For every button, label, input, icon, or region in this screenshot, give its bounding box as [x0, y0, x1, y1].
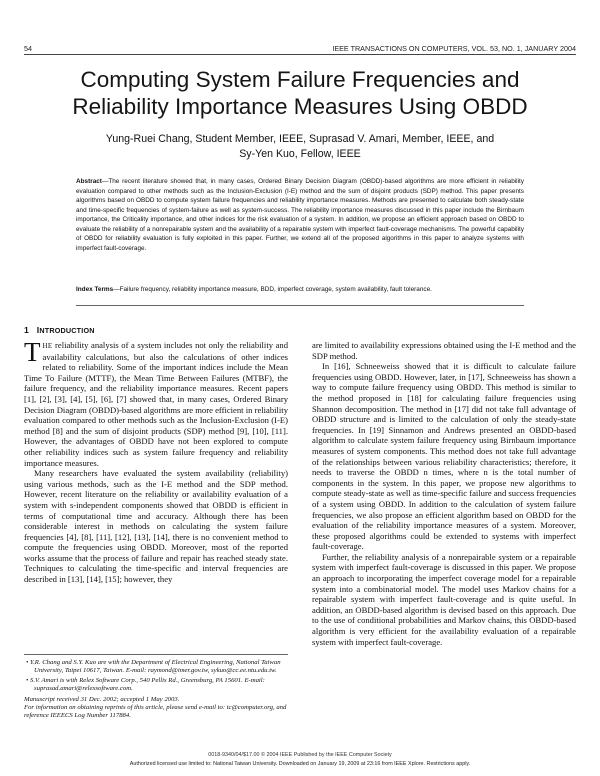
footnote-rule: [24, 654, 288, 655]
index-terms-text: —Failure frequency, reliability importance measure, BDD, imperfect coverage, system availability, fault tolerance.: [113, 286, 432, 293]
index-terms-label: Index Terms: [76, 286, 114, 293]
title-line-1: Computing System Failure Frequencies and: [80, 67, 520, 92]
section-title-rest: NTRODUCTION: [39, 326, 95, 335]
footnote-item: • Y.R. Chang and S.Y. Kuo are with the Department of Electrical Engineering, National Taiwan University, Taipei 10617, Taiwan. E-mail: raymond@imer.gov.tw, sykuo@cc.ee.ntu.edu.tw.: [26, 659, 281, 675]
author-line-1: Yung-Ruei Chang, Student Member, IEEE, Suprasad V. Amari, Member, IEEE, and: [105, 133, 495, 145]
paragraph: Further, the reliability analysis of a nonrepairable system or a repairable system with imperfect fault-coverage is discussed in this paper. We propose an approach to incorporating the imperfect coverage model for a repairable system into a combinatorial model. The model uses Markov chains for a repairable system with imperfect fault-coverage and is quite useful. In addition, an OBDD-based algorithm is devised based on this approach. Due to the use of conditional probabilities and Markov chains, this OBDD-based algorithm is very efficient for the availability evaluation of a repairable system with imperfect fault-coverage.: [312, 551, 576, 647]
footnote-item: • S.V. Amari is with Relex Software Corp., 540 Pellis Rd., Greensburg, PA 15601. E-mail: suprasad.amari@relexsoftware.com.: [26, 676, 265, 693]
header-rule: [24, 54, 576, 55]
drop-cap-smallcaps: HE: [42, 342, 53, 350]
reprints-info: For information on obtaining reprints of this article, please send e-mail to: tc@computer.org, and reference IEEECS Log Number 117884.: [24, 704, 287, 720]
abstract-text: —The recent literature showed that, in many cases, Ordered Binary Decision Diagram (OBDD)-based algorithms are more efficient in reliability evaluation compared to other methods such as the Inclusion-Exclusion (I-E) method and the sum of disjoint products (SDP) method. This paper presents algorithms based on OBDD to compute system failure frequencies and reliability importance measures. Methods are presented to calculate both steady-state and time-specific frequencies of system-failure as well as system-success. The reliability importance measures discussed in this paper include the Birnbaum importance, the Criticality importance, and other indices for the risk evaluation of a system. In addition, we propose an efficient approach based on OBDD to evaluate the reliability of a nonrepairable system and the availability of a repairable system with imperfect fault-coverage mechanisms. The powerful capability of OBDD for reliability evaluation is fully exploited in this paper. Further, we extend all of the proposed algorithms in this paper to analyze systems with imperfect fault-coverage.: [76, 178, 524, 252]
index-terms: [76, 285, 524, 295]
section-title-initial: I: [36, 325, 40, 335]
paragraph: are limited to availability expressions obtained using the I-E method and the SDP method.: [312, 340, 576, 361]
page-number: 54: [24, 44, 32, 53]
section-number: 1: [24, 325, 29, 335]
paragraph: Many researchers have evaluated the system availability (reliability) using various methods, such as the I-E method and the SDP method. However, recent literature on the reliability or availability evaluation of a system with s-independent components showed that OBDD is efficient in terms of computational time and accuracy. Although there has been considerable interest in methods on calculating the system failure frequencies [4], [8], [11], [12], [13], [14], there is no convenient method to compute the frequencies using OBDD. Moreover, most of the reported works assume that the process of failure and repair has reached steady state. Techniques to calculating the time-specific and interval frequencies are described in [13], [14], [15]; however, they: [24, 468, 288, 585]
section-heading: [24, 325, 95, 335]
license-footer: Authorized licensed use limited to: National Taiwan University. Downloaded on January 19, 2009 at 23:16 from IEEE Xplore. Restrictions apply.: [129, 761, 471, 767]
author-line-2: Sy-Yen Kuo, Fellow, IEEE: [239, 148, 361, 160]
bullet-icon: •: [26, 659, 31, 666]
footnotes: [24, 659, 288, 721]
abstract-label: Abstract: [76, 178, 102, 185]
title-line-2: Reliability Importance Measures Using OBDD: [72, 94, 528, 119]
abstract-rule: [76, 305, 524, 306]
running-header: IEEE TRANSACTIONS ON COMPUTERS, VOL. 53, NO. 1, JANUARY 2004: [332, 44, 576, 53]
manuscript-received: Manuscript received 31 Dec. 2002; accepted 1 May 2003.: [24, 695, 180, 703]
body-left-column: [24, 337, 288, 585]
bullet-icon: •: [26, 676, 31, 684]
paragraph: In [16], Schneeweiss showed that it is difficult to calculate failure frequencies using OBDD. However, later, in [17], Schneeweiss has shown a way to compute failure frequency using OBDD. This method is similar to the method proposed in [18] for calculating failure frequencies using Shannon decomposition. The method in [17] did not take full advantage of OBDD structure and is limited to the calculation of only the steady-state frequencies. In [19] Sinnamon and Andrews presented an OBDD-based algorithm to calculate system failure frequency using Birnbaum importance measures of system components. This method does not take full advantage of the relationships between various reliability characteristics; therefore, it needs to traverse the OBDD n times, where n is the total number of components in the system. In this paper, we propose new algorithms to compute steady-state as well as time-specific failure and success frequencies of a system using OBDD. In addition to the calculation of system failure frequencies, we also propose an efficient algorithm based on OBDD for the evaluation of the reliability importance measures of a system. Moreover, these proposed algorithms could be extended to systems with imperfect fault-coverage.: [312, 361, 576, 552]
abstract: [76, 177, 524, 253]
body-right-column: [312, 340, 576, 647]
paragraph: [24, 337, 288, 468]
author-list: [24, 132, 576, 162]
paragraph-text: reliability analysis of a system includes not only the reliability and availability calculations, but also the calculations of other indices related to reliability. Some of the important indices include the Mean Time To Failure (MTTF), the Mean Time Between Failures (MTBF), the failure frequency, and the reliability importance measures. Recent papers [1], [2], [3], [4], [5], [6], [7] showed that, in many cases, Ordered Binary Decision Diagram (OBDD)-based algorithms are more efficient in reliability evaluation compared to other methods such as the Inclusion-Exclusion (I-E) method [8] and the sum of disjoint products (SDP) method [9], [10], [11]. However, the advantages of OBDD have not been explored to compute other reliability indices such as system failure frequency and reliability importance measures.: [24, 340, 288, 468]
copyright-footer: 0018-9340/04/$17.00 © 2004 IEEE Published by the IEEE Computer Society: [208, 752, 392, 758]
paper-title: [24, 66, 576, 120]
drop-cap: T: [24, 337, 41, 367]
